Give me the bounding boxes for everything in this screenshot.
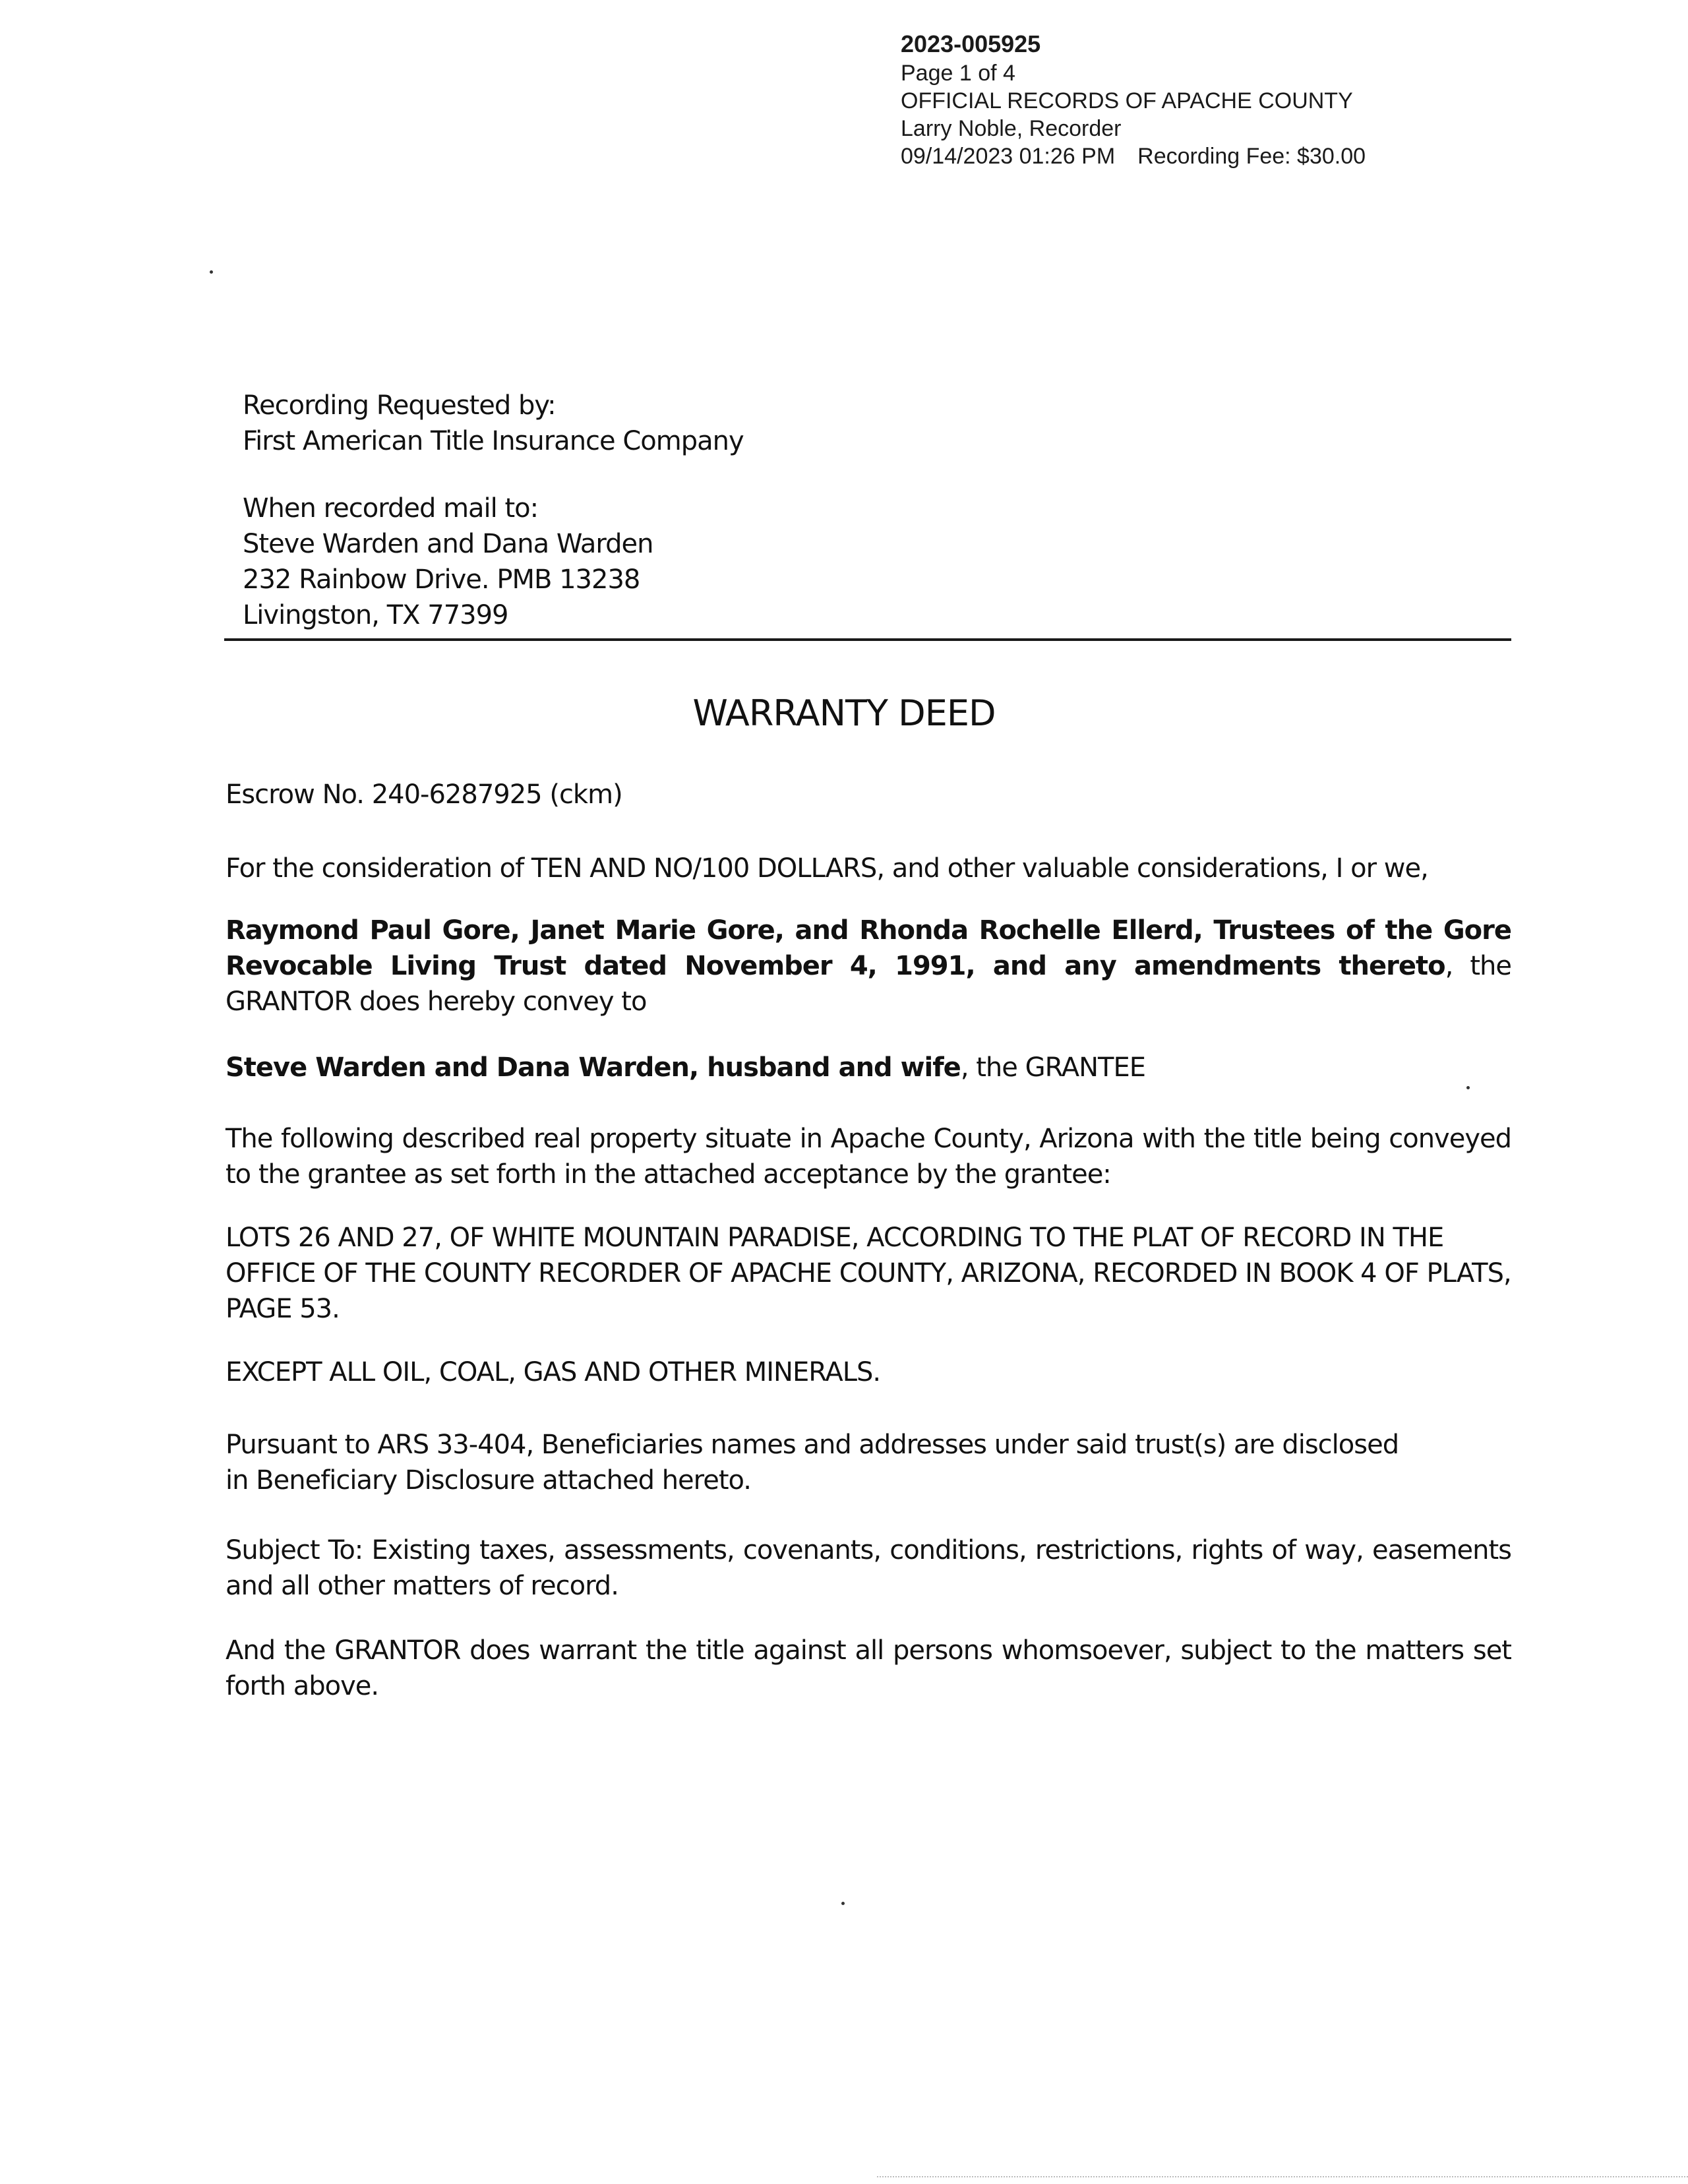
grantee-names: Steve Warden and Dana Warden, husband and wife: [226, 1052, 961, 1083]
document-title: WARRANTY DEED: [692, 692, 996, 734]
warranty-paragraph: And the GRANTOR does warrant the title against all persons whomsoever, subject to the matters set forth above.: [226, 1635, 1511, 1701]
beneficiary-disclosure-paragraph: Pursuant to ARS 33-404, Beneficiaries names and addresses under said trust(s) are disclosed in Beneficiary Disclosure attached hereto.: [226, 1430, 1399, 1496]
exception-paragraph: EXCEPT ALL OIL, COAL, GAS AND OTHER MINERALS.: [226, 1357, 881, 1387]
grantee-suffix: , the GRANTEE: [960, 1052, 1146, 1083]
recording-requested-block: [243, 388, 1100, 459]
recording-requested-label: Recording Requested by:: [243, 390, 556, 421]
grantee-paragraph: [226, 1050, 1511, 1085]
official-records-label: OFFICIAL RECORDS OF APACHE COUNTY: [901, 88, 1353, 113]
grantor-paragraph: [226, 913, 1511, 1019]
mail-to-label: When recorded mail to:: [243, 493, 539, 524]
grantor-names: Raymond Paul Gore, Janet Marie Gore, and Rhonda Rochelle Ellerd, Trustees of the Gore Revocable Living Trust dated November 4, 1991, and any amendments thereto: [226, 915, 1511, 981]
scan-speck: [841, 1902, 845, 1905]
mail-to-street: 232 Rainbow Drive. PMB 13238: [243, 564, 640, 595]
mail-to-city: Livingston, TX 77399: [243, 600, 508, 630]
property-intro-paragraph: The following described real property situate in Apache County, Arizona with the title being conveyed to the grantee as set forth in the attached acceptance by the grantee:: [226, 1124, 1511, 1190]
mail-to-names: Steve Warden and Dana Warden: [243, 529, 653, 559]
recorder-name: Larry Noble, Recorder: [901, 116, 1122, 141]
subject-to-paragraph: Subject To: Existing taxes, assessments, covenants, conditions, restrictions, rights of way, easements and all other matters of record.: [226, 1535, 1511, 1601]
mail-to-block: [243, 491, 1100, 633]
scan-speck: [1466, 1086, 1470, 1089]
recording-fee: Recording Fee: $30.00: [1137, 144, 1366, 169]
recorder-stamp: [901, 29, 1366, 170]
grantor-suffix: , the GRANTOR does hereby convey to: [226, 951, 1512, 1017]
escrow-number: Escrow No. 240-6287925 (ckm): [226, 779, 622, 810]
scan-edge-dots: [877, 2176, 1688, 2179]
header-divider: [224, 638, 1511, 641]
recorded-datetime: 09/14/2023 01:26 PM: [901, 144, 1116, 169]
scan-speck: [210, 270, 213, 274]
legal-description-paragraph: LOTS 26 AND 27, OF WHITE MOUNTAIN PARADISE, ACCORDING TO THE PLAT OF RECORD IN THE OFFICE OF THE COUNTY RECORDER OF APACHE COUNTY, ARIZONA, RECORDED IN BOOK 4 OF PLATS, PAGE 53.: [226, 1223, 1511, 1324]
recording-requested-company: First American Title Insurance Company: [243, 426, 744, 456]
document-number: 2023-005925: [901, 30, 1041, 57]
page-info: Page 1 of 4: [901, 61, 1015, 86]
recording-datetime-line: [901, 142, 1366, 170]
consideration-paragraph: For the consideration of TEN AND NO/100 DOLLARS, and other valuable considerations, I or we,: [226, 853, 1428, 884]
